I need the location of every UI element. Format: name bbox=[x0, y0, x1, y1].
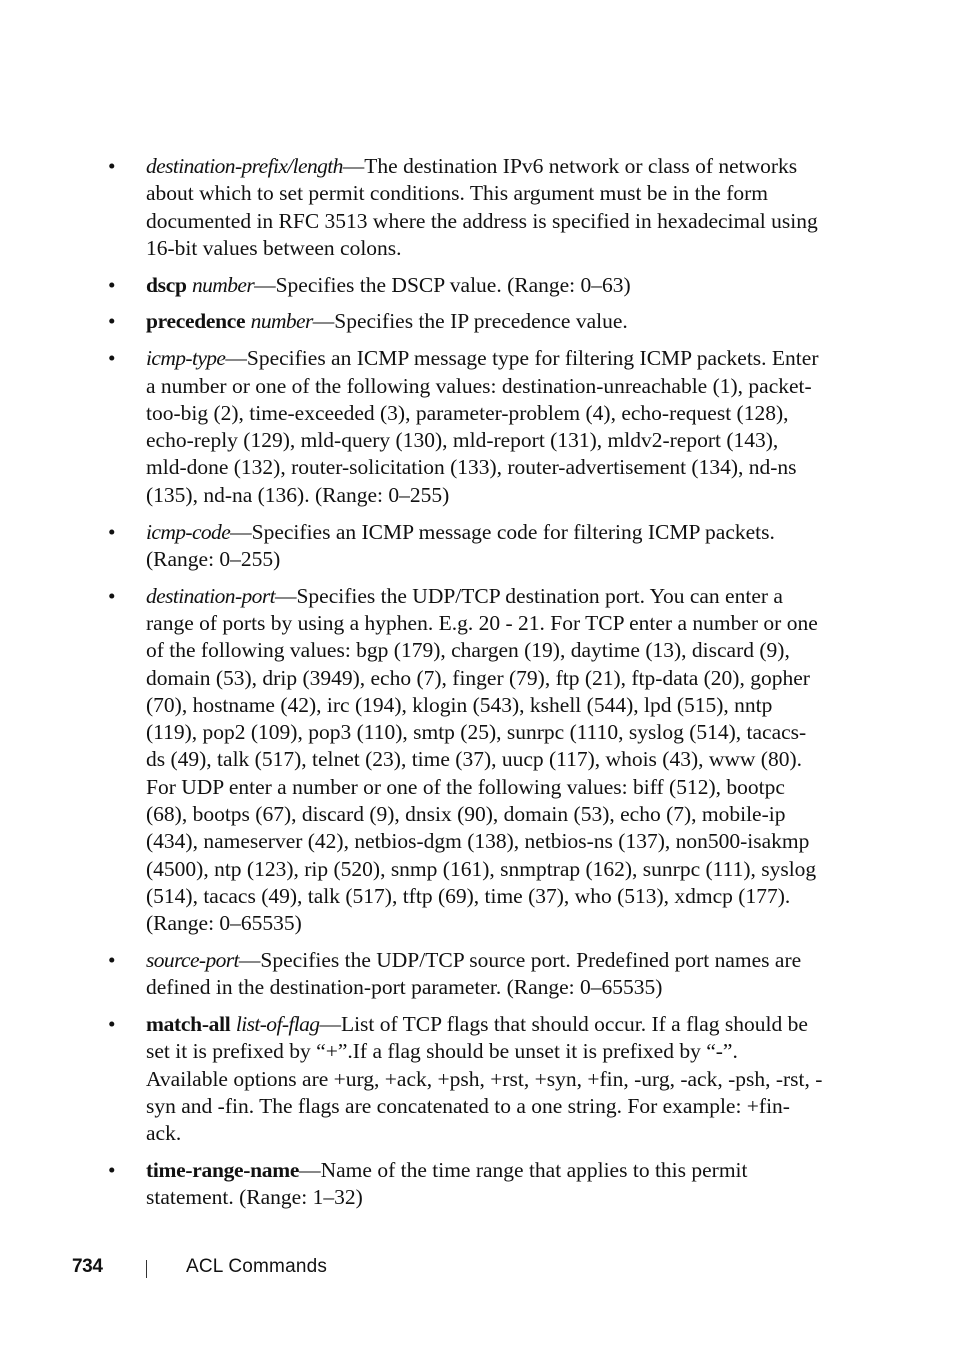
page-number: 734 bbox=[72, 1256, 103, 1277]
bullet-icon: • bbox=[108, 948, 116, 973]
bullet-icon: • bbox=[108, 1158, 116, 1183]
parameter-term: icmp-type bbox=[146, 346, 226, 371]
list-item bbox=[108, 345, 824, 509]
list-item bbox=[108, 519, 824, 574]
list-item bbox=[108, 1011, 824, 1147]
parameter-keyword: precedence bbox=[146, 309, 246, 334]
parameter-argument: number bbox=[250, 309, 313, 334]
parameter-keyword: dscp bbox=[146, 272, 187, 297]
parameter-argument: list-of-flag bbox=[235, 1012, 320, 1037]
bullet-icon: • bbox=[108, 154, 116, 178]
bullet-icon: • bbox=[108, 309, 116, 334]
list-item bbox=[108, 308, 824, 335]
footer-divider bbox=[146, 1260, 147, 1278]
parameter-term: icmp-code bbox=[146, 519, 231, 544]
list-item bbox=[108, 272, 824, 299]
bullet-icon: • bbox=[108, 1012, 116, 1037]
parameter-description: —Specifies the UDP/TCP destination port. You can enter a range of ports by using a hyphen. E.g. 20 - 21. For TCP enter a number or one of the following values: bgp (179), chargen (19), daytime (13), discard (9), domain (53), drip (3949), echo (7), finger (79), ftp (21), ftp-data (20), gopher (70), hostname (42), irc (194), klogin (543), kshell (544), lpd (515), nntp (119), pop2 (109), pop3 (110), smtp (25), sunrpc (1110, syslog (514), tacacs-ds (49), talk (517), telnet (23), time (37), uucp (117), whois (43), www (80). For UDP enter a number or one of the following values: biff (512), bootpc (68), bootps (67), discard (9), dnsix (90), domain (53), echo (7), mobile-ip (434), nameserver (42), netbios-dgm (138), netbios-ns (137), non500-isakmp (4500), ntp (123), rip (520), snmp (161), snmptrap (162), sunrpc (111), syslog (514), tacacs (49), talk (517), tftp (69), time (37), who (513), xdmcp (177). (Range: 0–65535) bbox=[146, 583, 818, 936]
parameter-description: —List of TCP flags that should occur. If a flag should be set it is prefixed by “+”.If a flag should be unset it is prefixed by “-”. Available options are +urg, +ack, +psh, +rst, +syn, +fin, -urg, -ack, -psh, -rst, -syn and -fin. The flags are concatenated to a one string. For example: +fin-ack. bbox=[146, 1012, 823, 1146]
list-item bbox=[108, 153, 824, 262]
bullet-icon: • bbox=[108, 583, 116, 608]
list-item bbox=[108, 583, 824, 938]
parameter-keyword: time-range-name bbox=[146, 1158, 300, 1183]
parameter-term: source-port bbox=[146, 948, 239, 973]
parameter-list bbox=[108, 153, 824, 1221]
parameter-term: destination-port bbox=[146, 583, 275, 608]
list-item bbox=[108, 1157, 824, 1212]
section-title: ACL Commands bbox=[186, 1256, 328, 1277]
parameter-description: —The destination IPv6 network or class of networks about which to set permit conditions. This argument must be in the form documented in RFC 3513 where the address is specified in hexadecimal using 16-bit values between colons. bbox=[146, 154, 818, 260]
parameter-description: —Specifies the DSCP value. (Range: 0–63) bbox=[254, 272, 631, 297]
parameter-term: destination-prefix/length bbox=[146, 154, 343, 178]
parameter-description: —Specifies an ICMP message code for filtering ICMP packets. (Range: 0–255) bbox=[146, 519, 775, 571]
parameter-description: —Specifies the UDP/TCP source port. Predefined port names are defined in the destination-port parameter. (Range: 0–65535) bbox=[146, 948, 802, 1000]
parameter-description: —Specifies the IP precedence value. bbox=[312, 309, 628, 334]
parameter-description: —Specifies an ICMP message type for filtering ICMP packets. Enter a number or one of the following values: destination-unreachable (1), packet-too-big (2), time-exceeded (3), parameter-problem (4), echo-request (128), echo-reply (129), mld-query (130), mld-report (131), mldv2-report (143), mld-done (132), router-solicitation (133), router-advertisement (134), nd-ns (135), nd-na (136). (Range: 0–255) bbox=[146, 346, 819, 507]
bullet-icon: • bbox=[108, 272, 116, 297]
parameter-argument: number bbox=[192, 272, 255, 297]
bullet-icon: • bbox=[108, 519, 116, 544]
parameter-description: —Name of the time range that applies to this permit statement. (Range: 1–32) bbox=[146, 1158, 748, 1210]
page-footer bbox=[0, 1256, 954, 1284]
bullet-icon: • bbox=[108, 346, 116, 371]
parameter-keyword: match-all bbox=[146, 1012, 231, 1037]
list-item bbox=[108, 947, 824, 1002]
